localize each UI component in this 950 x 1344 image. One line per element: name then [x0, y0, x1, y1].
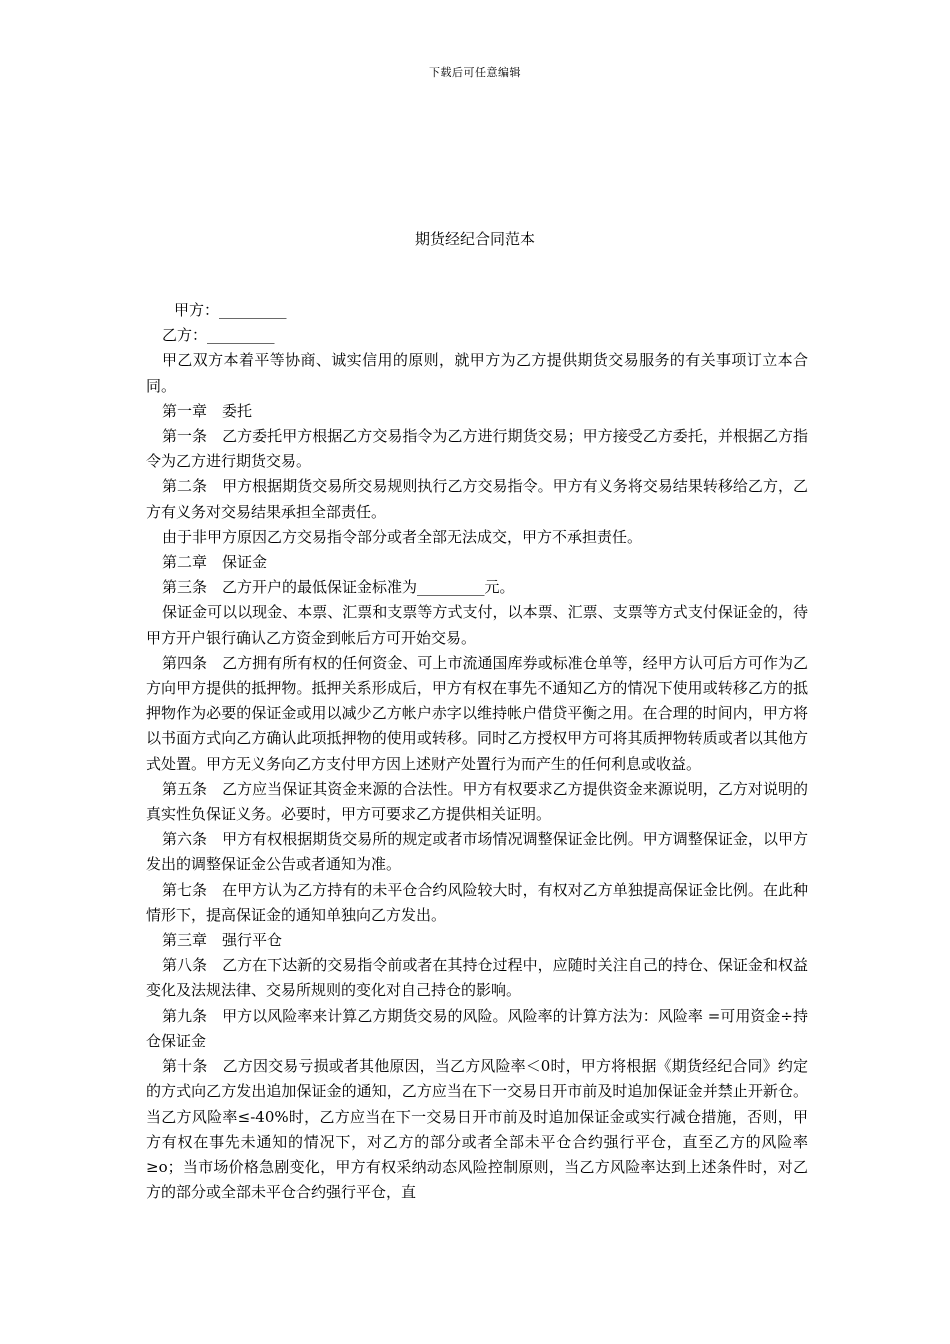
article: 第二条 甲方根据期货交易所交易规则执行乙方交易指令。甲方有义务将交易结果转移给乙方，乙方有义务对交易结果承担全部责任。	[146, 477, 808, 521]
chapter-heading: 第三章 强行平仓	[162, 931, 283, 950]
page-header: 下载后可任意编辑	[429, 66, 521, 79]
paragraph: 由于非甲方原因乙方交易指令部分或者全部无法成交，甲方不承担责任。	[162, 527, 643, 546]
paragraph: 保证金可以以现金、本票、汇票和支票等方式支付，以本票、汇票、支票等方式支付保证金的，待甲方开户银行确认乙方资金到帐后方可开始交易。	[146, 603, 808, 647]
article: 第六条 甲方有权根据期货交易所的规定或者市场情况调整保证金比例。甲方调整保证金，以甲方发出的调整保证金公告或者通知为准。	[146, 830, 808, 874]
article: 第一条 乙方委托甲方根据乙方交易指令为乙方进行期货交易；甲方接受乙方委托，并根据乙方指令为乙方进行期货交易。	[146, 427, 808, 471]
party-b-line: 乙方：_________	[162, 326, 275, 345]
article: 第七条 在甲方认为乙方持有的未平仓合约风险较大时，有权对乙方单独提高保证金比例。在此种情形下，提高保证金的通知单独向乙方发出。	[146, 880, 808, 924]
article: 第九条 甲方以风险率来计算乙方期货交易的风险。风险率的计算方法为：风险率 =可用资金÷持仓保证金	[146, 1006, 808, 1050]
article: 第四条 乙方拥有所有权的任何资金、可上市流通国库券或标准仓单等，经甲方认可后方可作为乙方向甲方提供的抵押物。抵押关系形成后，甲方有权在事先不通知乙方的情况下使用或转移乙方的抵押物作为必要的保证金或用以减少乙方帐户赤字以维持帐户借贷平衡之用。在合理的时间内，甲方将以书面方式向乙方确认此项抵押物的使用或转移。同时乙方授权甲方可将其质押物转质或者以其他方式处置。甲方无义务向乙方支付甲方因上述财产处置行为而产生的任何利息或收益。	[146, 653, 808, 773]
document-body	[146, 298, 808, 1205]
article: 第八条 乙方在下达新的交易指令前或者在其持仓过程中，应随时关注自己的持仓、保证金和权益变化及法规法律、交易所规则的变化对自己持仓的影响。	[146, 956, 808, 1000]
chapter-heading: 第一章 委托	[162, 401, 253, 420]
article: 第十条 乙方因交易亏损或者其他原因，当乙方风险率＜0时，甲方将根据《期货经纪合同》约定的方式向乙方发出追加保证金的通知，乙方应当在下一交易日开市前及时追加保证金并禁止开新仓。当乙方风险率≤-40%时，乙方应当在下一交易日开市前及时追加保证金或实行减仓措施，否则，甲方有权在事先未通知的情况下，对乙方的部分或者全部未平仓合约强行平仓，直至乙方的风险率≥o；当市场价格急剧变化，甲方有权采纳动态风险控制原则，当乙方风险率达到上述条件时，对乙方的部分或全部未平仓合约强行平仓，直	[146, 1057, 808, 1202]
article: 第三条 乙方开户的最低保证金标准为_________元。	[162, 578, 515, 597]
chapter-heading: 第二章 保证金	[162, 553, 268, 572]
party-a-line: 甲方：_________	[174, 301, 287, 319]
document-title: 期货经纪合同范本	[414, 230, 535, 248]
article: 第五条 乙方应当保证其资金来源的合法性。甲方有权要求乙方提供资金来源说明，乙方对说明的真实性负保证义务。必要时，甲方可要求乙方提供相关证明。	[146, 779, 808, 824]
preamble: 甲乙双方本着平等协商、诚实信用的原则，就甲方为乙方提供期货交易服务的有关事项订立本合同。	[146, 351, 808, 395]
